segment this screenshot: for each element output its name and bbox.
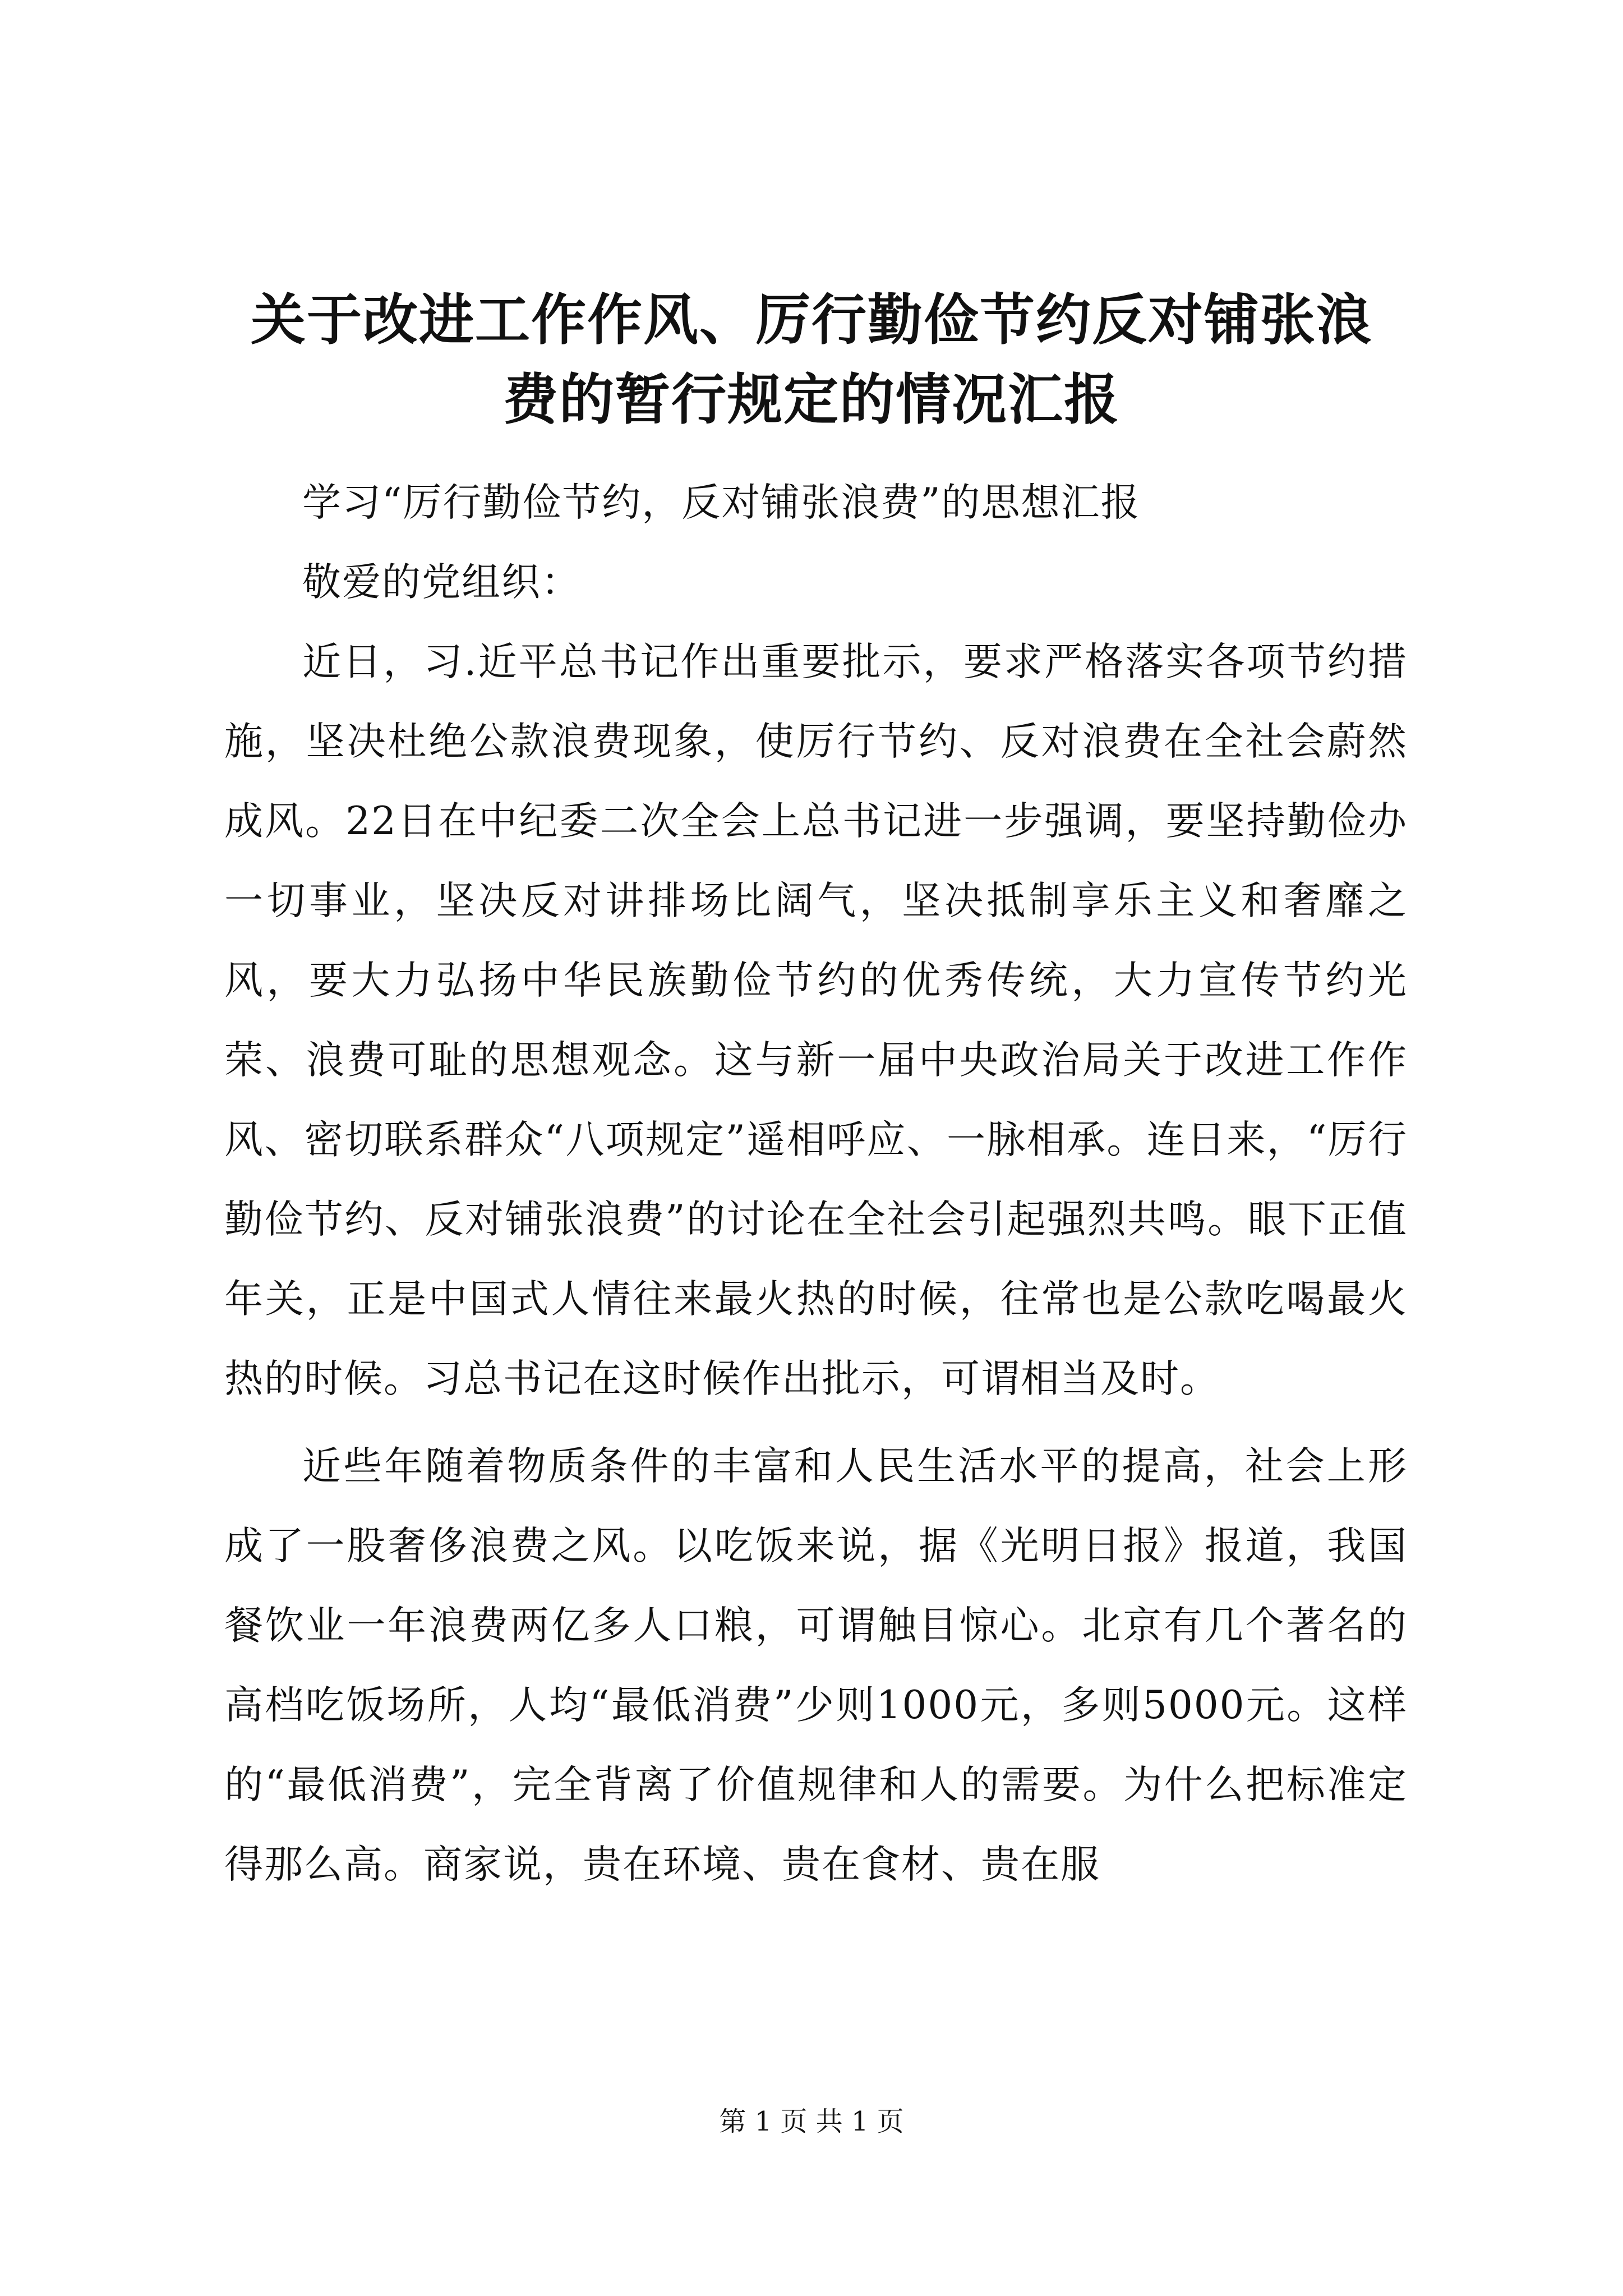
body-paragraph: 近些年随着物质条件的丰富和人民生活水平的提高，社会上形成了一股奢侈浪费之风。以吃饭来说，据《光明日报》报道，我国餐饮业一年浪费两亿多人口粮，可谓触目惊心。北京有几个著名的高档吃饭场所，人均“最低消费”少则1000元，多则5000元。这样的“最低消费”，完全背离了价值规律和人的需要。为什么把标准定得那么高。商家说，贵在环境、贵在食材、贵在服	[224, 1444, 1408, 1887]
page-number-footer: 第 1 页 共 1 页	[719, 2106, 904, 2137]
title-line-2: 费的暂行规定的情况汇报	[502, 367, 1120, 432]
salutation-paragraph: 敬爱的党组织：	[302, 560, 581, 605]
body-paragraph: 近日，习.近平总书记作出重要批示，要求严格落实各项节约措施，坚决杜绝公款浪费现象，使厉行节约、反对浪费在全社会蔚然成风。22日在中纪委二次全会上总书记进一步强调，要坚持勤俭办一切事业，坚决反对讲排场比阔气，坚决抵制享乐主义和奢靡之风，要大力弘扬中华民族勤俭节约的优秀传统，大力宣传节约光荣、浪费可耻的思想观念。这与新一届中央政治局关于改进工作作风、密切联系群众“八项规定”遥相呼应、一脉相承。连日来，“厉行勤俭节约、反对铺张浪费”的讨论在全社会引起强烈共鸣。眼下正值年关，正是中国式人情往来最火热的时候，往常也是公款吃喝最火热的时候。习总书记在这时候作出批示，可谓相当及时。	[224, 639, 1408, 1401]
document-title	[168, 280, 1455, 440]
title-line-1: 关于改进工作作风、厉行勤俭节约反对铺张浪	[250, 288, 1372, 352]
document-body	[224, 463, 1408, 1904]
subtitle-paragraph: 学习“厉行勤俭节约，反对铺张浪费”的思想汇报	[302, 480, 1141, 525]
